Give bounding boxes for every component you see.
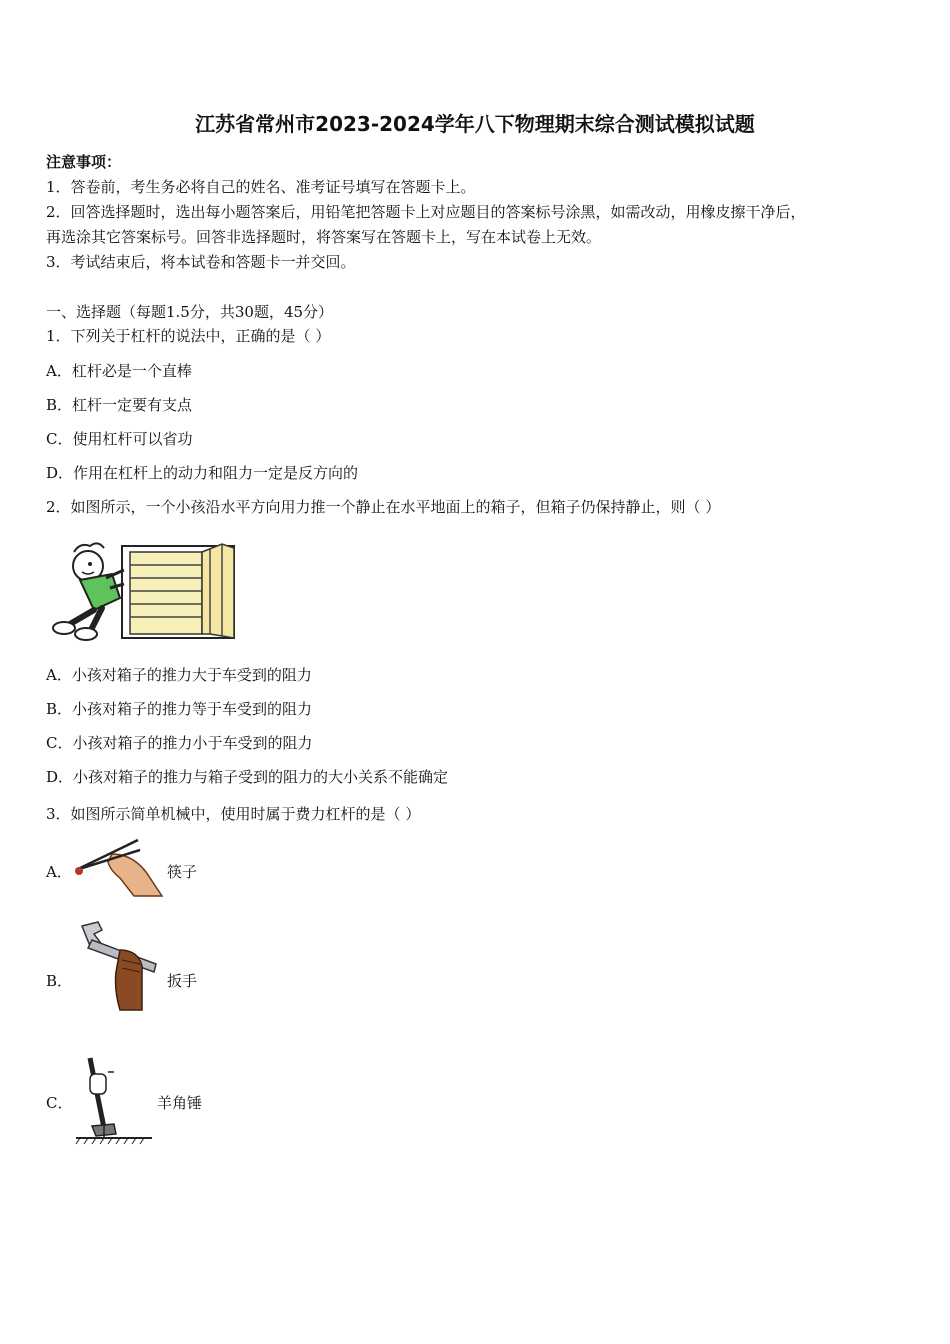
wrench-figure [76, 920, 166, 1014]
question-1-option-d: D．作用在杠杆上的动力和阻力一定是反方向的 [46, 464, 359, 482]
notice-item: 3．考试结束后，将本试卷和答题卡一并交回。 [46, 253, 356, 271]
notice-heading: 注意事项： [46, 153, 122, 171]
notice-item: 2．回答选择题时，选出每小题答案后，用铅笔把答题卡上对应题目的答案标号涂黑，如需改动，用橡皮擦干净后， [46, 203, 806, 221]
question-2-option-b: B．小孩对箱子的推力等于车受到的阻力 [46, 700, 313, 718]
question-1-option-b: B．杠杆一定要有支点 [46, 396, 193, 414]
notice-item: 再选涂其它答案标号。回答非选择题时，将答案写在答题卡上，写在本试卷上无效。 [46, 228, 602, 246]
question-3-option-b-label: 扳手 [167, 972, 198, 990]
question-3-option-c-letter: C． [46, 1094, 73, 1112]
question-1-stem: 1．下列关于杠杆的说法中，正确的是（ ） [46, 327, 331, 345]
child-pushing-box-figure [50, 540, 240, 643]
section-heading: 一、选择题（每题1.5分，共30题，45分） [46, 303, 334, 321]
question-2-option-c: C．小孩对箱子的推力小于车受到的阻力 [46, 734, 313, 752]
page-title: 江苏省常州市2023-2024学年八下物理期末综合测试模拟试题 [195, 112, 755, 136]
claw-hammer-figure [74, 1054, 154, 1146]
notice-item: 1．答卷前，考生务必将自己的姓名、准考证号填写在答题卡上。 [46, 178, 476, 196]
chopsticks-figure [72, 836, 164, 898]
question-2-option-a: A．小孩对箱子的推力大于车受到的阻力 [46, 666, 312, 684]
question-1-option-a: A．杠杆必是一个直棒 [46, 362, 192, 380]
question-3-option-a-label: 筷子 [167, 863, 198, 881]
question-2-option-d: D．小孩对箱子的推力与箱子受到的阻力的大小关系不能确定 [46, 768, 449, 786]
question-2-stem: 2．如图所示，一个小孩沿水平方向用力推一个静止在水平地面上的箱子，但箱子仍保持静止，则（ ） [46, 498, 721, 516]
question-3-option-c-label: 羊角锤 [157, 1094, 203, 1112]
question-1-option-c: C．使用杠杆可以省功 [46, 430, 193, 448]
question-3-option-b-letter: B． [46, 972, 73, 990]
question-3-option-a-letter: A． [46, 863, 72, 881]
question-3-stem: 3．如图所示简单机械中，使用时属于费力杠杆的是（ ） [46, 805, 421, 823]
